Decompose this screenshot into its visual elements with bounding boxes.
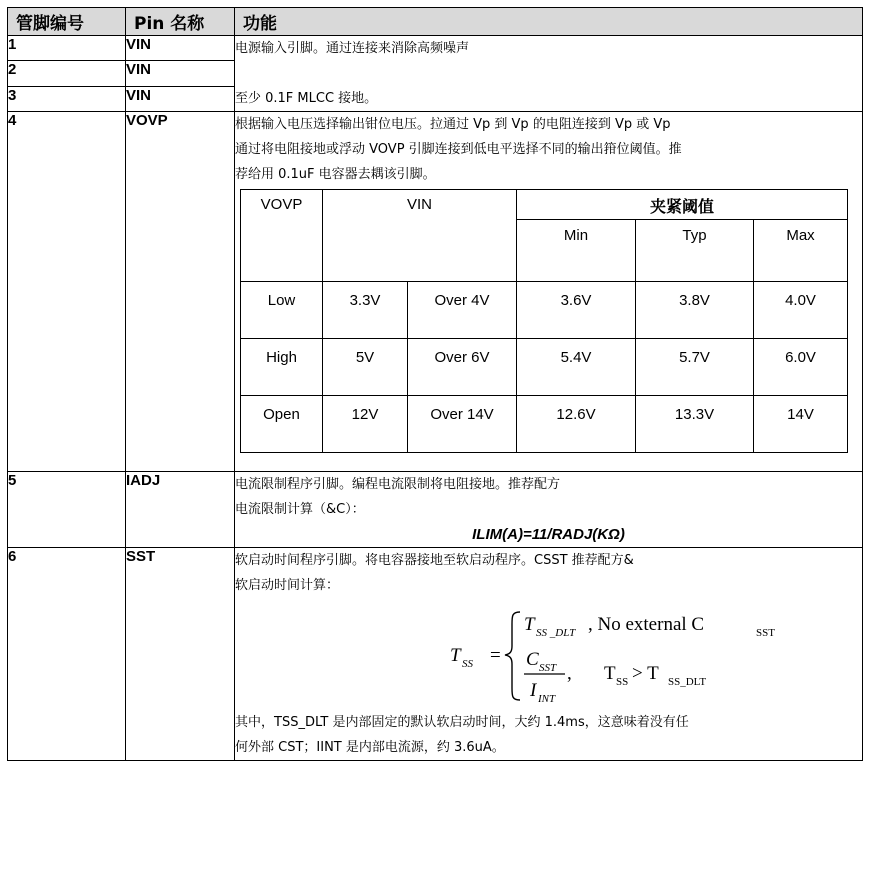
cell-over: Over 14V	[408, 396, 517, 453]
vin-function	[235, 36, 863, 112]
cell-min: 3.6V	[517, 282, 636, 339]
eq-case2-den-sub: INT	[538, 693, 556, 704]
sst-func-line4: 何外部 CST；IINT 是内部电流源，约 3.6uA。	[235, 740, 505, 755]
eq-case1-text-sub: SST	[756, 627, 775, 639]
vovp-func-line3: 荐给用 0.1uF 电容器去耦该引脚。	[235, 167, 436, 182]
sst-func-line3: 其中，TSS_DLT 是内部固定的默认软启动时间，大约 1.4ms，这意味着没有任	[235, 715, 689, 730]
pin-row-4	[8, 112, 863, 472]
clamp-threshold-table	[240, 189, 848, 453]
pin-name: VIN	[126, 86, 235, 111]
cell-min: 5.4V	[517, 339, 636, 396]
iadj-func-line1: 电流限制程序引脚。编程电流限制将电阻接地。推荐配方	[235, 477, 561, 492]
pin-no: 3	[8, 86, 126, 111]
clamp-row-low	[241, 282, 848, 339]
cell-typ: 3.8V	[636, 282, 754, 339]
cell-vovp: Low	[241, 282, 323, 339]
pin-row-1	[8, 36, 863, 61]
pin-name: IADJ	[126, 472, 235, 548]
header-function: 功能	[235, 8, 863, 36]
typ-col-header: Typ	[636, 220, 754, 282]
iadj-function	[235, 472, 863, 548]
eq-case1-sub: SS _DLT	[536, 627, 576, 639]
sst-func-line1: 软启动时间程序引脚。将电容器接地至软启动程序。CSST 推荐配方&	[235, 553, 634, 568]
eq-case2-text-sub2: SS_DLT	[668, 676, 707, 688]
svg-text:,: ,	[567, 663, 572, 684]
vovp-func-line1: 根据输入电压选择输出钳位电压。拉通过 Vp 到 Vp 的电阻连接到 Vp 或 Vp	[235, 117, 671, 132]
sst-func-line2: 软启动时间计算：	[235, 578, 340, 593]
pin-no: 5	[8, 472, 126, 548]
header-pin-name: Pin 名称	[126, 8, 235, 36]
eq-case2-num-sub: SST	[539, 662, 557, 674]
eq-case2-den: I	[530, 680, 537, 701]
pin-no: 4	[8, 112, 126, 472]
eq-brace	[505, 612, 520, 700]
eq-case2-text: T	[604, 663, 616, 684]
cell-typ: 5.7V	[636, 339, 754, 396]
vin-func-line2: 至少 0.1F MLCC 接地。	[235, 91, 378, 106]
pin-no: 1	[8, 36, 126, 61]
eq-case2-num: C	[526, 649, 539, 670]
header-pin-no: 管脚编号	[8, 8, 126, 36]
cell-over: Over 4V	[408, 282, 517, 339]
eq-case1-T: T	[524, 614, 535, 635]
clamp-row-open	[241, 396, 848, 453]
cell-min: 12.6V	[517, 396, 636, 453]
cell-vin: 3.3V	[323, 282, 408, 339]
cell-vin: 5V	[323, 339, 408, 396]
cell-max: 6.0V	[754, 339, 848, 396]
vin-func-line1: 电源输入引脚。通过连接来消除高频噪声	[235, 41, 470, 56]
eq-lhs: T	[450, 645, 461, 666]
pin-name: VIN	[126, 36, 235, 61]
clamp-threshold-header: 夹紧阈值	[517, 190, 848, 220]
ilim-formula: ILIM(A)=11/RADJ(KΩ)	[472, 526, 625, 543]
pin-name: SST	[126, 548, 235, 761]
iadj-func-line2: 电流限制计算（&C）：	[235, 502, 365, 517]
cell-max: 4.0V	[754, 282, 848, 339]
cell-over: Over 6V	[408, 339, 517, 396]
cell-typ: 13.3V	[636, 396, 754, 453]
min-col-header: Min	[517, 220, 636, 282]
eq-case2-text-sub1: SS	[616, 676, 629, 688]
cell-vovp: Open	[241, 396, 323, 453]
clamp-row-high	[241, 339, 848, 396]
vovp-function	[235, 112, 863, 472]
vovp-func-line2: 通过将电阻接地或浮动 VOVP 引脚连接到低电平选择不同的输出箝位阈值。推	[235, 142, 682, 157]
cell-vin: 12V	[323, 396, 408, 453]
pin-description-table	[7, 7, 863, 761]
tss-equation	[450, 604, 810, 704]
sst-function	[235, 548, 863, 761]
max-col-header: Max	[754, 220, 848, 282]
eq-equals: =	[490, 645, 501, 666]
eq-case1-text: , No external C	[588, 614, 705, 635]
pin-no: 6	[8, 548, 126, 761]
pin-row-6	[8, 548, 863, 761]
vin-col-header: VIN	[323, 190, 517, 282]
soft-start-equation	[235, 598, 862, 710]
eq-lhs-sub: SS	[462, 658, 473, 670]
pin-name: VOVP	[126, 112, 235, 472]
header-row	[8, 8, 863, 36]
cell-max: 14V	[754, 396, 848, 453]
cell-vovp: High	[241, 339, 323, 396]
pin-row-5	[8, 472, 863, 548]
pin-name: VIN	[126, 61, 235, 86]
eq-case2-gt: > T	[632, 663, 659, 684]
vovp-col-header: VOVP	[241, 190, 323, 282]
pin-no: 2	[8, 61, 126, 86]
